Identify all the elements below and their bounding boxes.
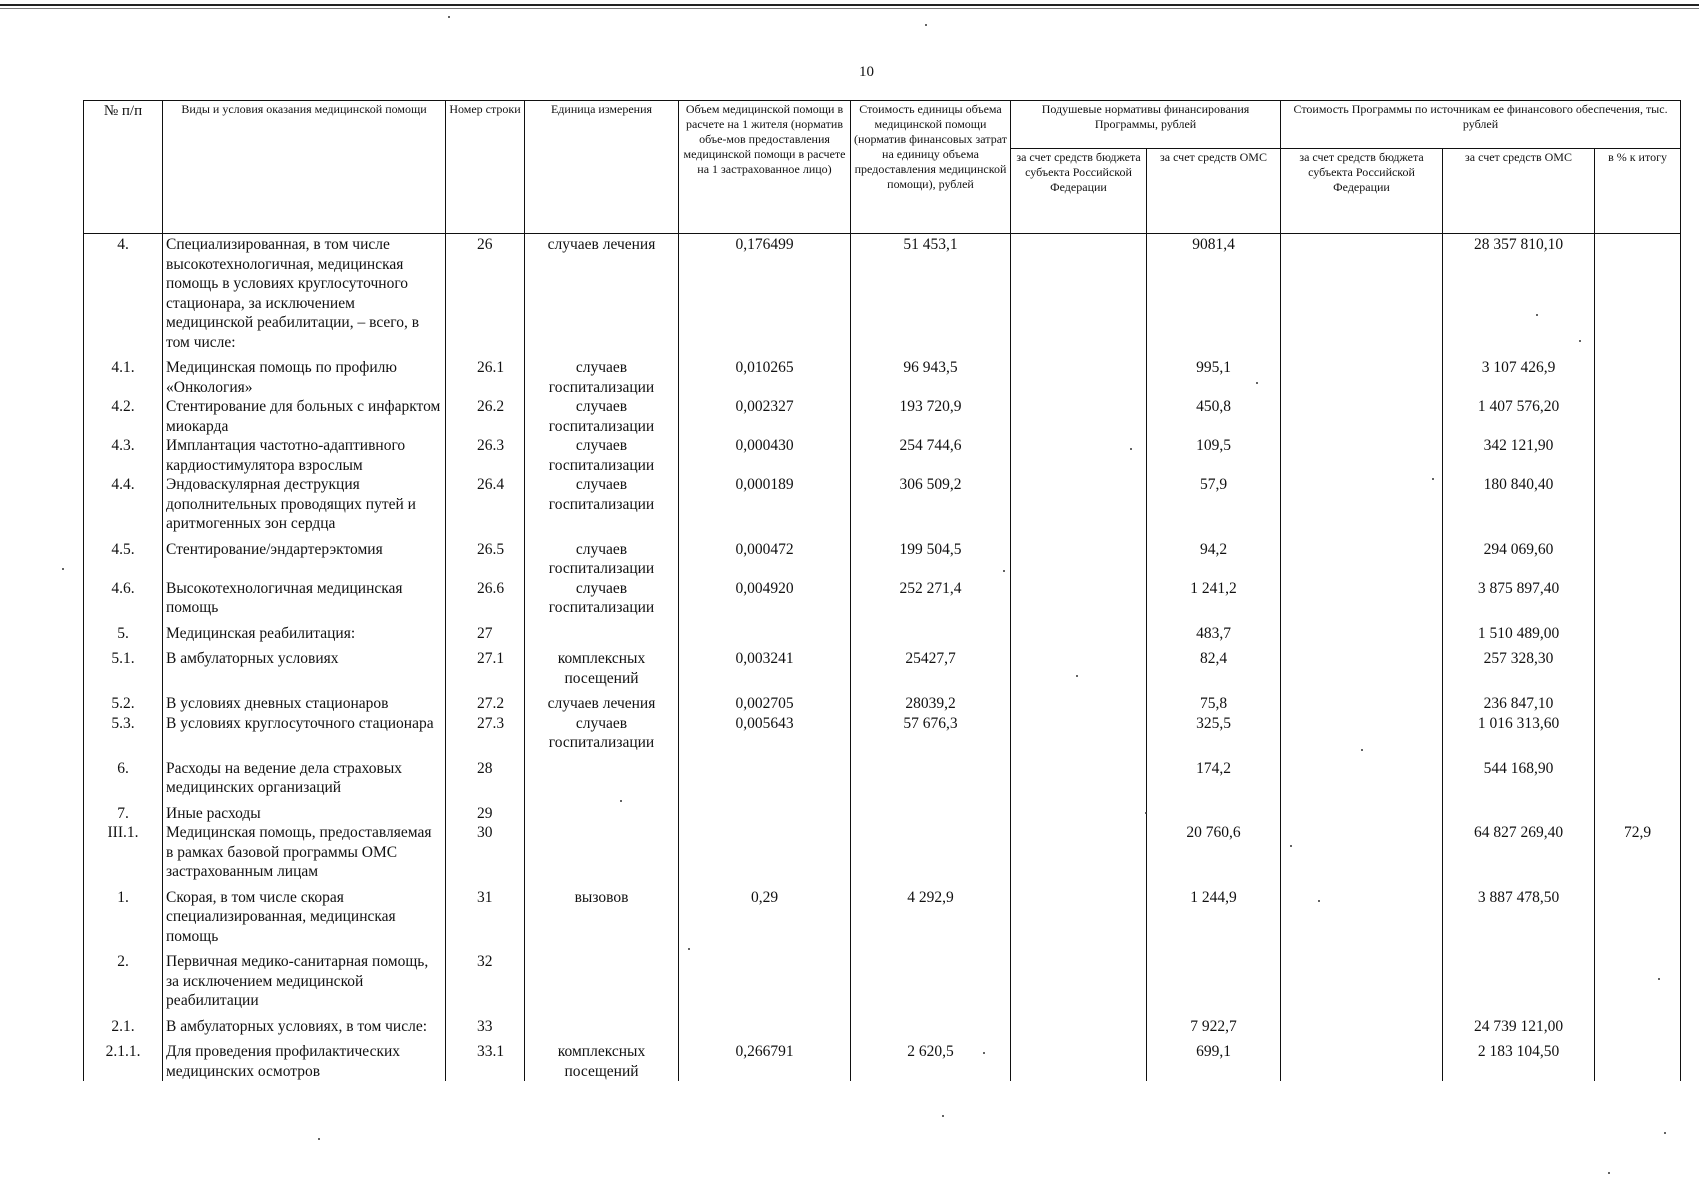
row-line-number: 26.6 — [446, 579, 525, 618]
row-percent — [1595, 753, 1681, 798]
row-program-subject — [1281, 714, 1443, 753]
row-percent — [1595, 352, 1681, 397]
row-unit-cost: 25427,7 — [851, 643, 1011, 688]
row-volume: 0,005643 — [679, 714, 851, 753]
row-unit-cost: 254 744,6 — [851, 436, 1011, 475]
scan-speck — [1432, 478, 1434, 480]
row-program-subject — [1281, 753, 1443, 798]
row-program-foms: 180 840,40 — [1443, 475, 1595, 534]
row-percent — [1595, 946, 1681, 1011]
row-volume: 0,002705 — [679, 688, 851, 714]
row-line-number: 27.2 — [446, 688, 525, 714]
row-line-number: 33.1 — [446, 1036, 525, 1081]
row-unit: случаев лечения — [525, 688, 679, 714]
row-unit: комплексных посещений — [525, 1036, 679, 1081]
row-unit: случаев госпитализации — [525, 436, 679, 475]
row-program-subject — [1281, 397, 1443, 436]
row-line-number: 27.1 — [446, 643, 525, 688]
row-unit — [525, 753, 679, 798]
row-percent — [1595, 643, 1681, 688]
row-program-subject — [1281, 882, 1443, 947]
row-unit-cost — [851, 946, 1011, 1011]
row-volume: 0,266791 — [679, 1036, 851, 1081]
row-number: 5. — [84, 618, 163, 644]
row-number: 4.6. — [84, 579, 163, 618]
row-norm-foms: 325,5 — [1147, 714, 1281, 753]
row-program-subject — [1281, 688, 1443, 714]
table-row — [84, 946, 1681, 1011]
row-norm-foms: 82,4 — [1147, 643, 1281, 688]
row-norm-foms — [1147, 946, 1281, 1011]
header-name: Виды и условия оказания медицинской помощи — [163, 101, 446, 234]
row-norm-foms: 109,5 — [1147, 436, 1281, 475]
row-volume — [679, 946, 851, 1011]
row-name: Высокотехнологичная медицинская помощь — [163, 579, 446, 618]
scan-speck — [1608, 1172, 1610, 1174]
row-name: Медицинская реабилитация: — [163, 618, 446, 644]
table-row — [84, 823, 1681, 882]
row-norm-foms: 7 922,7 — [1147, 1011, 1281, 1037]
row-unit-cost — [851, 1011, 1011, 1037]
table-row — [84, 753, 1681, 798]
table-row — [84, 882, 1681, 947]
row-norm-subject — [1011, 397, 1147, 436]
row-unit — [525, 618, 679, 644]
row-unit-cost — [851, 798, 1011, 824]
row-number: 4.1. — [84, 352, 163, 397]
row-unit-cost — [851, 753, 1011, 798]
table-row — [84, 714, 1681, 753]
row-program-foms — [1443, 946, 1595, 1011]
row-norm-subject — [1011, 436, 1147, 475]
row-program-subject — [1281, 534, 1443, 579]
row-volume: 0,000472 — [679, 534, 851, 579]
table-row — [84, 234, 1681, 353]
row-volume: 0,010265 — [679, 352, 851, 397]
row-line-number: 26.3 — [446, 436, 525, 475]
row-norm-foms: 483,7 — [1147, 618, 1281, 644]
row-program-foms: 236 847,10 — [1443, 688, 1595, 714]
table-row — [84, 534, 1681, 579]
row-program-foms: 24 739 121,00 — [1443, 1011, 1595, 1037]
row-percent — [1595, 798, 1681, 824]
row-name: В условиях дневных стационаров — [163, 688, 446, 714]
row-number: 2.1. — [84, 1011, 163, 1037]
scan-speck — [1003, 570, 1005, 572]
row-unit — [525, 946, 679, 1011]
row-percent — [1595, 234, 1681, 353]
row-norm-foms: 75,8 — [1147, 688, 1281, 714]
row-number: 1. — [84, 882, 163, 947]
row-percent: 72,9 — [1595, 823, 1681, 882]
row-program-subject — [1281, 1011, 1443, 1037]
row-unit-cost: 51 453,1 — [851, 234, 1011, 353]
row-name: Медицинская помощь по профилю «Онкология» — [163, 352, 446, 397]
table-row — [84, 798, 1681, 824]
row-unit: случаев лечения — [525, 234, 679, 353]
row-name: Стентирование для больных с инфарктом миокарда — [163, 397, 446, 436]
header-unit: Единица измерения — [525, 101, 679, 234]
header-program-subject: за счет средств бюджета субъекта Российской Федерации — [1281, 149, 1443, 234]
row-line-number: 26.1 — [446, 352, 525, 397]
row-norm-subject — [1011, 946, 1147, 1011]
row-program-foms: 1 510 489,00 — [1443, 618, 1595, 644]
row-percent — [1595, 397, 1681, 436]
row-norm-subject — [1011, 882, 1147, 947]
row-volume — [679, 753, 851, 798]
row-norm-foms: 20 760,6 — [1147, 823, 1281, 882]
scan-speck — [1076, 675, 1078, 677]
row-name: Эндоваскулярная деструкция дополнительных проводящих путей и аритмогенных зон сердца — [163, 475, 446, 534]
row-norm-subject — [1011, 475, 1147, 534]
row-unit-cost: 57 676,3 — [851, 714, 1011, 753]
row-norm-foms: 174,2 — [1147, 753, 1281, 798]
scan-speck — [318, 1138, 320, 1140]
scan-speck — [1361, 749, 1363, 751]
row-unit: вызовов — [525, 882, 679, 947]
row-program-foms: 257 328,30 — [1443, 643, 1595, 688]
row-unit: случаев госпитализации — [525, 352, 679, 397]
row-norm-subject — [1011, 1036, 1147, 1081]
row-program-foms: 2 183 104,50 — [1443, 1036, 1595, 1081]
header-norms-group: Подушевые нормативы финансирования Программы, рублей — [1011, 101, 1281, 149]
header-cost: Стоимость единицы объема медицинской помощи (норматив финансовых затрат на единицу объема предоставления медицинской помощи), рублей — [851, 101, 1011, 234]
header-no: № п/п — [84, 101, 163, 234]
row-percent — [1595, 1011, 1681, 1037]
row-norm-subject — [1011, 618, 1147, 644]
row-line-number: 31 — [446, 882, 525, 947]
row-number: 4.2. — [84, 397, 163, 436]
row-unit-cost — [851, 823, 1011, 882]
row-program-subject — [1281, 475, 1443, 534]
row-program-foms: 64 827 269,40 — [1443, 823, 1595, 882]
row-number: 5.3. — [84, 714, 163, 753]
row-line-number: 28 — [446, 753, 525, 798]
scan-speck — [1290, 845, 1292, 847]
row-program-foms: 3 107 426,9 — [1443, 352, 1595, 397]
row-line-number: 30 — [446, 823, 525, 882]
row-program-subject — [1281, 618, 1443, 644]
row-program-subject — [1281, 579, 1443, 618]
row-name: Для проведения профилактических медицинских осмотров — [163, 1036, 446, 1081]
row-unit-cost: 306 509,2 — [851, 475, 1011, 534]
row-program-foms: 1 016 313,60 — [1443, 714, 1595, 753]
row-norm-foms: 57,9 — [1147, 475, 1281, 534]
scan-speck — [1536, 314, 1538, 316]
header-program-foms: за счет средств ОМС — [1443, 149, 1595, 234]
row-norm-foms: 995,1 — [1147, 352, 1281, 397]
row-name: Имплантация частотно-адаптивного кардиостимулятора взрослым — [163, 436, 446, 475]
row-line-number: 26 — [446, 234, 525, 353]
row-program-subject — [1281, 643, 1443, 688]
row-program-subject — [1281, 798, 1443, 824]
header-program-pct: в % к итогу — [1595, 149, 1681, 234]
row-unit-cost: 193 720,9 — [851, 397, 1011, 436]
scan-speck — [1664, 1132, 1666, 1134]
header-line: Номер строки — [446, 101, 525, 234]
row-number: 4.3. — [84, 436, 163, 475]
row-name: Специализированная, в том числе высокотехнологичная, медицинская помощь в условиях круглосуточного стационара, за исключением медицинской реабилитации, – всего, в том числе: — [163, 234, 446, 353]
top-border-line — [0, 4, 1699, 6]
row-norm-foms: 699,1 — [1147, 1036, 1281, 1081]
row-name: В амбулаторных условиях — [163, 643, 446, 688]
row-line-number: 32 — [446, 946, 525, 1011]
row-percent — [1595, 1036, 1681, 1081]
row-volume: 0,176499 — [679, 234, 851, 353]
table-row — [84, 643, 1681, 688]
row-norm-subject — [1011, 1011, 1147, 1037]
table-row — [84, 475, 1681, 534]
row-name: Расходы на ведение дела страховых медицинских организаций — [163, 753, 446, 798]
row-unit: случаев госпитализации — [525, 714, 679, 753]
row-program-subject — [1281, 1036, 1443, 1081]
row-unit — [525, 798, 679, 824]
table-row — [84, 688, 1681, 714]
row-volume — [679, 618, 851, 644]
row-number: 2. — [84, 946, 163, 1011]
table-header — [84, 101, 1681, 234]
scan-speck — [1318, 900, 1320, 902]
table-row — [84, 579, 1681, 618]
row-number: 4.5. — [84, 534, 163, 579]
row-norm-subject — [1011, 714, 1147, 753]
table-row — [84, 397, 1681, 436]
row-norm-subject — [1011, 579, 1147, 618]
row-line-number: 26.4 — [446, 475, 525, 534]
scan-speck — [688, 948, 690, 950]
row-norm-foms: 1 244,9 — [1147, 882, 1281, 947]
row-name: Иные расходы — [163, 798, 446, 824]
row-norm-foms: 9081,4 — [1147, 234, 1281, 353]
row-unit-cost: 2 620,5 — [851, 1036, 1011, 1081]
scan-speck — [1145, 812, 1147, 814]
header-norms-subject: за счет средств бюджета субъекта Российской Федерации — [1011, 149, 1147, 234]
row-percent — [1595, 579, 1681, 618]
scan-speck — [983, 1052, 985, 1054]
row-line-number: 29 — [446, 798, 525, 824]
scan-speck — [942, 1115, 944, 1117]
row-volume: 0,000189 — [679, 475, 851, 534]
row-name: Стентирование/эндартерэктомия — [163, 534, 446, 579]
row-number: 7. — [84, 798, 163, 824]
row-volume — [679, 823, 851, 882]
scan-speck — [1579, 340, 1581, 342]
row-program-subject — [1281, 234, 1443, 353]
row-line-number: 33 — [446, 1011, 525, 1037]
row-program-foms: 342 121,90 — [1443, 436, 1595, 475]
row-unit-cost: 252 271,4 — [851, 579, 1011, 618]
row-name: Медицинская помощь, предоставляемая в рамках базовой программы ОМС застрахованным лицам — [163, 823, 446, 882]
row-program-subject — [1281, 436, 1443, 475]
row-volume: 0,000430 — [679, 436, 851, 475]
row-unit: случаев госпитализации — [525, 397, 679, 436]
row-percent — [1595, 714, 1681, 753]
row-unit — [525, 1011, 679, 1037]
row-percent — [1595, 475, 1681, 534]
row-unit: случаев госпитализации — [525, 534, 679, 579]
row-volume: 0,003241 — [679, 643, 851, 688]
row-program-subject — [1281, 823, 1443, 882]
row-percent — [1595, 534, 1681, 579]
row-volume — [679, 798, 851, 824]
row-norm-subject — [1011, 534, 1147, 579]
row-norm-foms: 94,2 — [1147, 534, 1281, 579]
row-program-subject — [1281, 352, 1443, 397]
row-number: 2.1.1. — [84, 1036, 163, 1081]
table-row — [84, 1036, 1681, 1081]
row-program-foms: 294 069,60 — [1443, 534, 1595, 579]
row-norm-foms: 450,8 — [1147, 397, 1281, 436]
row-unit: комплексных посещений — [525, 643, 679, 688]
row-program-foms: 3 887 478,50 — [1443, 882, 1595, 947]
header-norms-foms: за счет средств ОМС — [1147, 149, 1281, 234]
row-line-number: 26.2 — [446, 397, 525, 436]
scan-speck — [1658, 978, 1660, 980]
row-number: III.1. — [84, 823, 163, 882]
scan-speck — [1130, 448, 1132, 450]
row-number: 5.2. — [84, 688, 163, 714]
scan-speck — [620, 800, 622, 802]
row-program-foms — [1443, 798, 1595, 824]
row-name: В условиях круглосуточного стационара — [163, 714, 446, 753]
row-unit: случаев госпитализации — [525, 579, 679, 618]
row-volume: 0,004920 — [679, 579, 851, 618]
row-norm-foms: 1 241,2 — [1147, 579, 1281, 618]
page-number: 10 — [859, 64, 874, 80]
table-row — [84, 352, 1681, 397]
row-norm-subject — [1011, 234, 1147, 353]
row-norm-foms — [1147, 798, 1281, 824]
row-norm-subject — [1011, 823, 1147, 882]
row-volume: 0,29 — [679, 882, 851, 947]
row-norm-subject — [1011, 798, 1147, 824]
row-line-number: 27.3 — [446, 714, 525, 753]
row-unit-cost: 96 943,5 — [851, 352, 1011, 397]
row-norm-subject — [1011, 352, 1147, 397]
row-unit-cost: 199 504,5 — [851, 534, 1011, 579]
row-name: Скорая, в том числе скорая специализированная, медицинская помощь — [163, 882, 446, 947]
row-volume — [679, 1011, 851, 1037]
row-percent — [1595, 688, 1681, 714]
scan-speck — [448, 16, 450, 18]
row-percent — [1595, 882, 1681, 947]
row-volume: 0,002327 — [679, 397, 851, 436]
row-name: В амбулаторных условиях, в том числе: — [163, 1011, 446, 1037]
row-norm-subject — [1011, 643, 1147, 688]
row-number: 5.1. — [84, 643, 163, 688]
row-unit — [525, 823, 679, 882]
scan-speck — [925, 24, 927, 26]
row-number: 4. — [84, 234, 163, 353]
scan-speck — [1256, 382, 1258, 384]
row-unit-cost: 28039,2 — [851, 688, 1011, 714]
row-percent — [1595, 618, 1681, 644]
row-program-subject — [1281, 946, 1443, 1011]
row-name: Первичная медико-санитарная помощь, за исключением медицинской реабилитации — [163, 946, 446, 1011]
row-norm-subject — [1011, 688, 1147, 714]
header-program-group: Стоимость Программы по источникам ее финансового обеспечения, тыс. рублей — [1281, 101, 1681, 149]
row-program-foms: 28 357 810,10 — [1443, 234, 1595, 353]
row-program-foms: 3 875 897,40 — [1443, 579, 1595, 618]
row-unit-cost: 4 292,9 — [851, 882, 1011, 947]
table-body — [84, 234, 1681, 1082]
row-program-foms: 1 407 576,20 — [1443, 397, 1595, 436]
program-cost-table — [83, 100, 1681, 1081]
table-row — [84, 618, 1681, 644]
row-percent — [1595, 436, 1681, 475]
table-row — [84, 1011, 1681, 1037]
row-number: 4.4. — [84, 475, 163, 534]
row-line-number: 26.5 — [446, 534, 525, 579]
row-unit-cost — [851, 618, 1011, 644]
row-unit: случаев госпитализации — [525, 475, 679, 534]
top-border-line-thin — [0, 8, 1699, 9]
row-line-number: 27 — [446, 618, 525, 644]
row-program-foms: 544 168,90 — [1443, 753, 1595, 798]
table-row — [84, 436, 1681, 475]
scan-speck — [62, 568, 64, 570]
row-number: 6. — [84, 753, 163, 798]
row-norm-subject — [1011, 753, 1147, 798]
header-volume: Объем медицинской помощи в расчете на 1 жителя (норматив объе-мов предоставления медицинской помощи в расчете на 1 застрахованное лицо) — [679, 101, 851, 234]
